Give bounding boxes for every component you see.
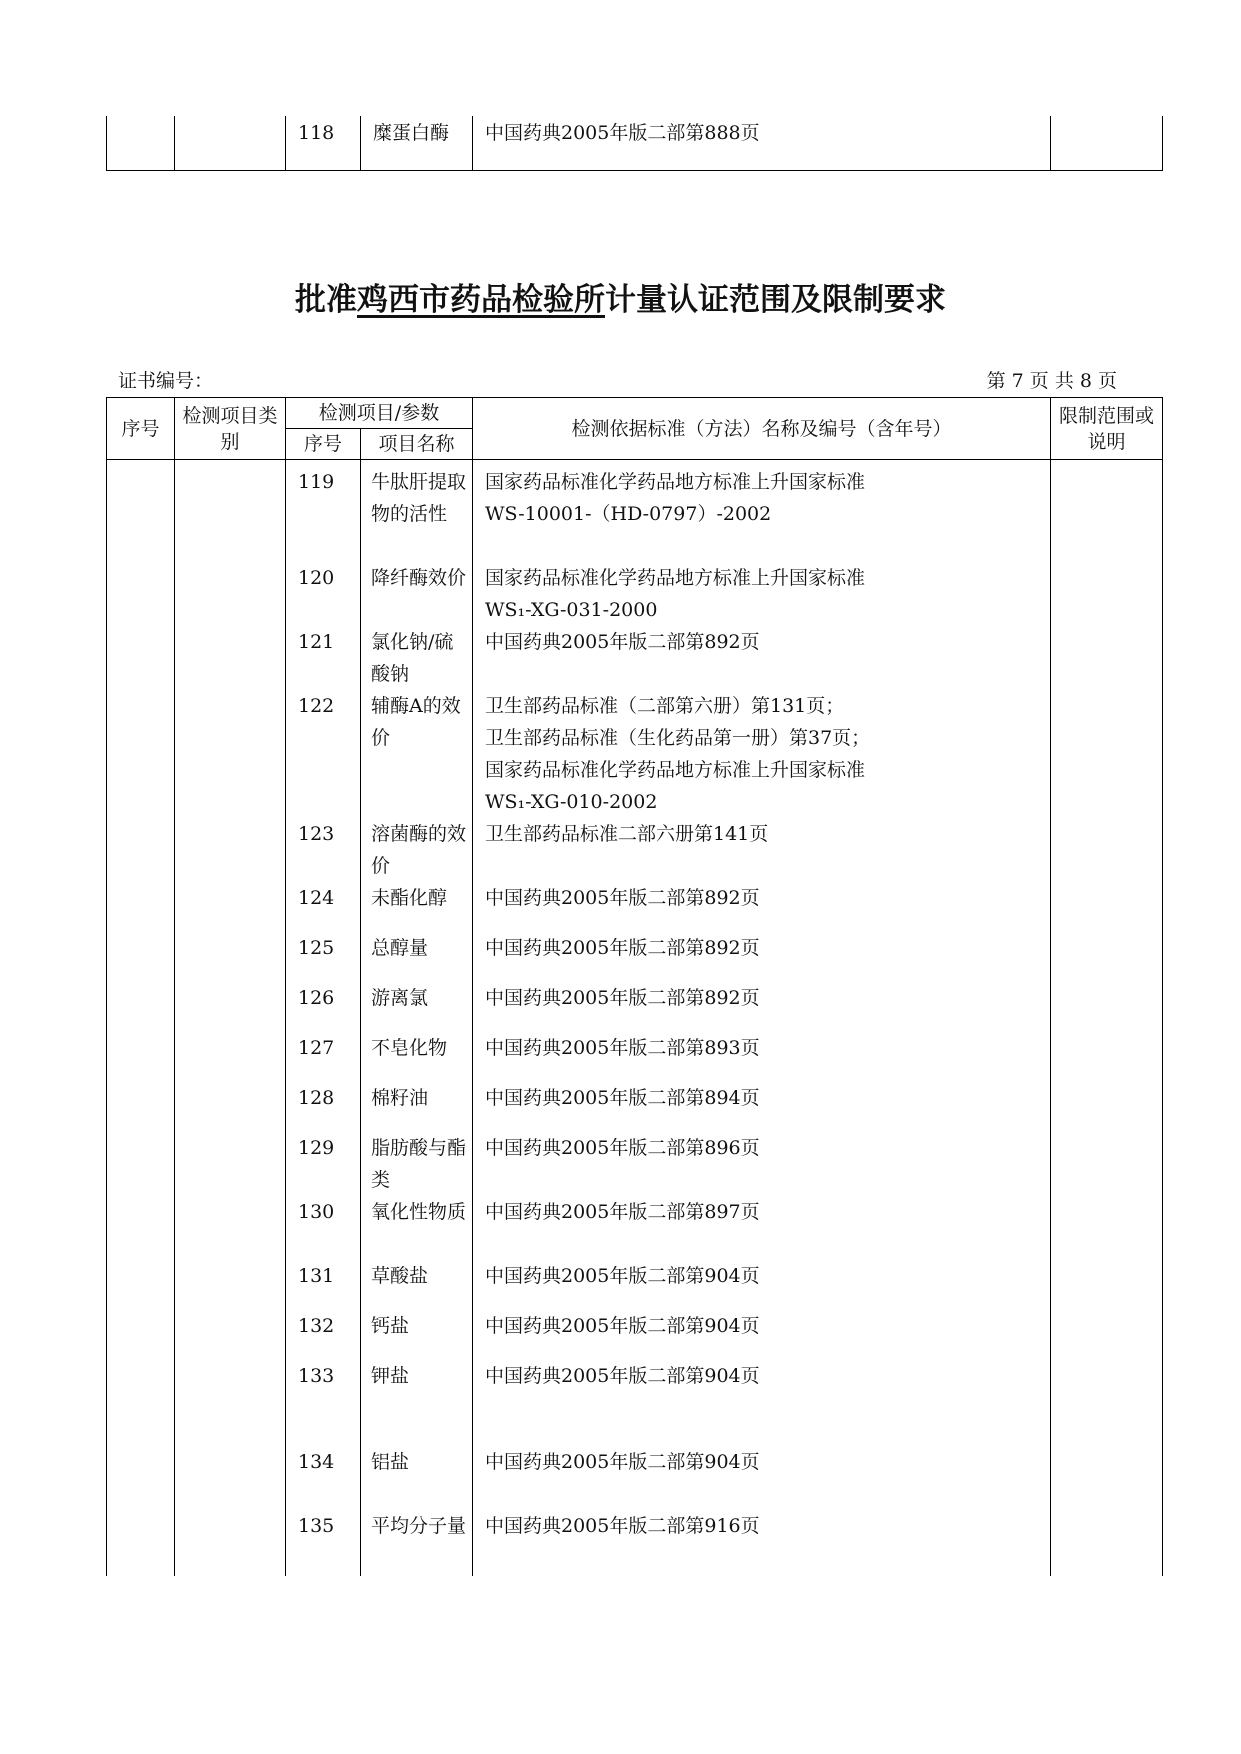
param-seq-cell: 119: [286, 460, 361, 563]
standard-cell: [473, 982, 1051, 1032]
param-name-cell: 钾盐: [361, 1360, 473, 1446]
category-cell: [175, 690, 286, 818]
table-row: [107, 1260, 1163, 1310]
seq-cell: [107, 562, 175, 626]
standard-line: 中国药典2005年版二部第897页: [485, 1201, 760, 1223]
seq-cell: [107, 1510, 175, 1576]
category-cell: [175, 562, 286, 626]
standard-line: 中国药典2005年版二部第893页: [485, 1037, 760, 1059]
param-name-cell: 溶菌酶的效价: [361, 818, 473, 882]
standard-line: 中国药典2005年版二部第892页: [485, 631, 760, 653]
param-seq-cell: 121: [286, 626, 361, 690]
limit-cell: [1051, 562, 1163, 626]
param-seq-cell: 122: [286, 690, 361, 818]
table-row: [107, 932, 1163, 982]
seq-cell: [107, 882, 175, 932]
header-standard: 检测依据标准（方法）名称及编号（含年号）: [473, 398, 1051, 460]
standard-line: 中国药典2005年版二部第892页: [485, 887, 760, 909]
param-seq-cell: 129: [286, 1132, 361, 1196]
table-row: [107, 1082, 1163, 1132]
header-category: 检测项目类 别: [175, 398, 286, 460]
table-row: [107, 1510, 1163, 1576]
limit-cell: [1051, 1360, 1163, 1446]
standard-line: 国家药品标准化学药品地方标准上升国家标准: [485, 567, 866, 589]
category-cell: [175, 1082, 286, 1132]
param-name-cell: 棉籽油: [361, 1082, 473, 1132]
table-row: [107, 1446, 1163, 1510]
seq-cell: [107, 818, 175, 882]
param-seq-cell: 126: [286, 982, 361, 1032]
seq-cell: [107, 1132, 175, 1196]
standard-line: 卫生部药品标准（二部第六册）第131页；: [485, 695, 845, 717]
certificate-number-label: 证书编号：: [118, 370, 214, 392]
standard-line: WS₁-XG-031-2000: [485, 599, 658, 621]
seq-cell: [107, 1310, 175, 1360]
standard-cell: [473, 1360, 1051, 1446]
standard-cell: [473, 882, 1051, 932]
table-row: [107, 1310, 1163, 1360]
seq-cell: [107, 1446, 175, 1510]
param-name-cell: 草酸盐: [361, 1260, 473, 1310]
table-row: [107, 690, 1163, 818]
param-seq-cell: 135: [286, 1510, 361, 1576]
seq-cell: [107, 1032, 175, 1082]
standard-line: 卫生部药品标准二部六册第141页: [485, 823, 769, 845]
standard-cell: [473, 562, 1051, 626]
limit-cell: [1051, 116, 1163, 171]
header-seq: 序号: [107, 398, 175, 460]
param-seq-cell: 128: [286, 1082, 361, 1132]
standard-cell: [473, 1132, 1051, 1196]
standard-cell: [473, 1260, 1051, 1310]
table-row: [107, 116, 1163, 171]
param-seq-cell: 134: [286, 1446, 361, 1510]
page-title: [0, 274, 1241, 319]
standard-cell: [473, 1510, 1051, 1576]
limit-cell: [1051, 982, 1163, 1032]
standard-line: 中国药典2005年版二部第892页: [485, 937, 760, 959]
scope-table: [106, 397, 1163, 1576]
standard-line: 中国药典2005年版二部第904页: [485, 1365, 760, 1387]
param-seq-cell: 133: [286, 1360, 361, 1446]
param-seq-cell: 127: [286, 1032, 361, 1082]
category-cell: [175, 1310, 286, 1360]
standard-cell: [473, 460, 1051, 563]
param-seq-cell: 124: [286, 882, 361, 932]
seq-cell: [107, 1082, 175, 1132]
standard-line: 中国药典2005年版二部第896页: [485, 1137, 760, 1159]
param-seq-cell: 131: [286, 1260, 361, 1310]
seq-cell: [107, 1260, 175, 1310]
param-name-cell: 氯化钠/硫酸钠: [361, 626, 473, 690]
standard-line: 中国药典2005年版二部第894页: [485, 1087, 760, 1109]
title-org: 鸡西市药品检验所: [357, 282, 605, 318]
category-cell: [175, 1510, 286, 1576]
table-row: [107, 818, 1163, 882]
table-row: [107, 460, 1163, 563]
category-cell: [175, 460, 286, 563]
param-seq-cell: 123: [286, 818, 361, 882]
param-name-cell: 总醇量: [361, 932, 473, 982]
table-row: [107, 1132, 1163, 1196]
header-param-seq: 序号: [286, 429, 361, 460]
limit-cell: [1051, 1196, 1163, 1260]
limit-cell: [1051, 1310, 1163, 1360]
page-number: 第 7 页 共 8 页: [986, 370, 1117, 392]
limit-cell: [1051, 882, 1163, 932]
limit-cell: [1051, 818, 1163, 882]
table-row: [107, 626, 1163, 690]
seq-cell: [107, 1360, 175, 1446]
standard-line: 中国药典2005年版二部第904页: [485, 1451, 760, 1473]
limit-cell: [1051, 1032, 1163, 1082]
standard-line: 国家药品标准化学药品地方标准上升国家标准: [485, 471, 866, 493]
table-row: [107, 982, 1163, 1032]
standard-line: 中国药典2005年版二部第904页: [485, 1265, 760, 1287]
standard-cell: [473, 1082, 1051, 1132]
table-row: [107, 1360, 1163, 1446]
table-row: [107, 1196, 1163, 1260]
title-suffix: 计量认证范围及限制要求: [605, 282, 946, 318]
category-cell: [175, 1260, 286, 1310]
param-name-cell: 游离氯: [361, 982, 473, 1032]
limit-cell: [1051, 690, 1163, 818]
limit-cell: [1051, 1082, 1163, 1132]
param-seq-cell: 130: [286, 1196, 361, 1260]
category-cell: [175, 1032, 286, 1082]
title-prefix: 批准: [295, 282, 357, 318]
category-cell: [175, 818, 286, 882]
limit-cell: [1051, 1260, 1163, 1310]
category-cell: [175, 882, 286, 932]
param-seq-cell: 125: [286, 932, 361, 982]
standard-line: WS₁-XG-010-2002: [485, 791, 658, 813]
category-cell: [175, 1132, 286, 1196]
param-name-cell: 降纤酶效价: [361, 562, 473, 626]
standard-line: 中国药典2005年版二部第892页: [485, 987, 760, 1009]
seq-cell: [107, 690, 175, 818]
standard-line: 卫生部药品标准（生化药品第一册）第37页；: [485, 727, 871, 749]
seq-cell: [107, 460, 175, 563]
standard-cell: [473, 932, 1051, 982]
standard-line: WS-10001-（HD-0797）-2002: [485, 503, 772, 525]
param-seq-cell: 118: [286, 116, 361, 171]
seq-cell: [107, 116, 175, 171]
table-row: [107, 1032, 1163, 1082]
standard-cell: [473, 1310, 1051, 1360]
category-cell: [175, 1196, 286, 1260]
param-name-cell: 氧化性物质: [361, 1196, 473, 1260]
standard-line: 中国药典2005年版二部第904页: [485, 1315, 760, 1337]
standard-cell: 中国药典2005年版二部第888页: [473, 116, 1051, 171]
category-cell: [175, 982, 286, 1032]
param-name-cell: 未酯化醇: [361, 882, 473, 932]
category-cell: [175, 1360, 286, 1446]
standard-cell: [473, 690, 1051, 818]
standard-cell: [473, 1446, 1051, 1510]
param-name-cell: 辅酶A的效价: [361, 690, 473, 818]
limit-cell: [1051, 626, 1163, 690]
table-row: [107, 882, 1163, 932]
header-limit: 限制范围或说明: [1051, 398, 1163, 460]
category-cell: [175, 932, 286, 982]
param-name-cell: 不皂化物: [361, 1032, 473, 1082]
seq-cell: [107, 1196, 175, 1260]
header-param-name: 项目名称: [361, 429, 473, 460]
limit-cell: [1051, 460, 1163, 563]
category-cell: [175, 626, 286, 690]
seq-cell: [107, 982, 175, 1032]
standard-cell: [473, 818, 1051, 882]
table-body: [107, 460, 1163, 1577]
category-cell: [175, 1446, 286, 1510]
param-seq-cell: 132: [286, 1310, 361, 1360]
standard-line: 国家药品标准化学药品地方标准上升国家标准: [485, 759, 866, 781]
param-name-cell: 糜蛋白酶: [361, 116, 473, 171]
limit-cell: [1051, 1132, 1163, 1196]
limit-cell: [1051, 932, 1163, 982]
standard-line: 中国药典2005年版二部第916页: [485, 1515, 760, 1537]
param-name-cell: 平均分子量: [361, 1510, 473, 1576]
seq-cell: [107, 626, 175, 690]
standard-cell: [473, 1196, 1051, 1260]
limit-cell: [1051, 1510, 1163, 1576]
category-cell: [175, 116, 286, 171]
standard-cell: [473, 1032, 1051, 1082]
header-params: 检测项目/参数: [286, 398, 473, 429]
table-row: [107, 562, 1163, 626]
param-name-cell: 脂肪酸与酯类: [361, 1132, 473, 1196]
header-row: [107, 398, 1163, 429]
param-name-cell: 牛肽肝提取物的活性: [361, 460, 473, 563]
standard-cell: [473, 626, 1051, 690]
param-name-cell: 钙盐: [361, 1310, 473, 1360]
param-seq-cell: 120: [286, 562, 361, 626]
limit-cell: [1051, 1446, 1163, 1510]
param-name-cell: 铝盐: [361, 1446, 473, 1510]
previous-page-table: [106, 116, 1163, 171]
seq-cell: [107, 932, 175, 982]
